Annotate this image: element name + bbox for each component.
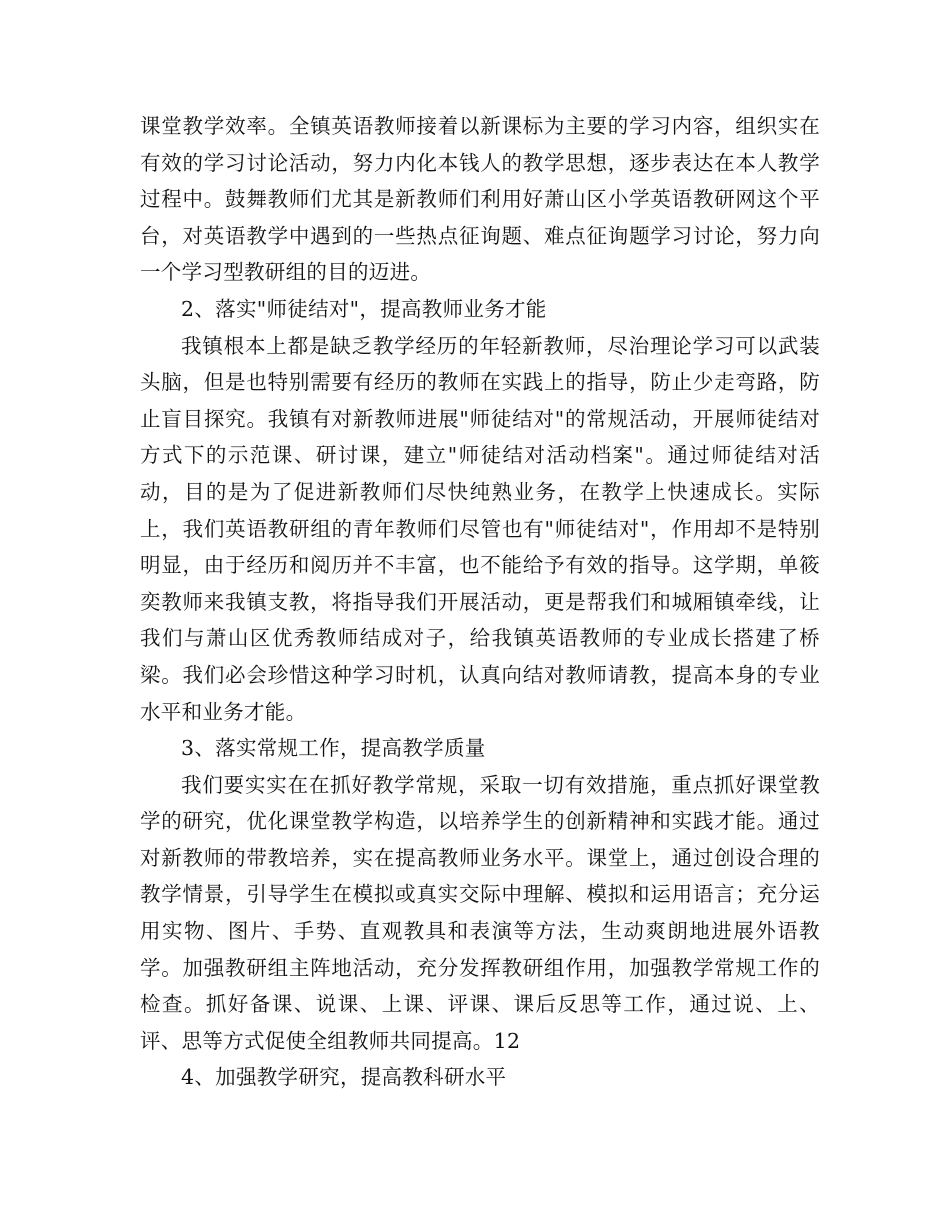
section-heading-mentorship: 2、落实"师徒结对"，提高教师业务才能 bbox=[181, 296, 547, 321]
section-heading-teaching-research: 4、加强教学研究，提高教科研水平 bbox=[181, 1065, 507, 1090]
paragraph-mentorship: 我镇根本上都是缺乏教学经历的年轻新教师，尽治理论学习可以武装头脑，但是也特别需要有经历的教师在实践上的指导，防止少走弯路，防止盲目探究。我镇有对新教师进展"师徒结对"的常规活动，开展师徒结对方式下的示范课、研讨课，建立"师徒结对活动档案"。通过师徒结对活动，目的是为了促进新教师们尽快纯熟业务，在教学上快速成长。实际上，我们英语教研组的青年教师们尽管也有"师徒结对"，作用却不是特别明显，由于经历和阅历并不丰富，也不能给予有效的指导。这学期，单筱奕教师来我镇支教，将指导我们开展活动，更是帮我们和城厢镇牵线，让我们与萧山区优秀教师结成对子，给我镇英语教师的专业成长搭建了桥梁。我们必会珍惜这种学习时机，认真向结对教师请教，提高本身的专业水平和业务才能。 bbox=[140, 333, 820, 724]
document-body bbox=[140, 108, 820, 1096]
paragraph-classroom-efficiency: 课堂教学效率。全镇英语教师接着以新课标为主要的学习内容，组织实在有效的学习讨论活动，努力内化本钱人的教学思想，逐步表达在本人教学过程中。鼓舞教师们尤其是新教师们利用好萧山区小学英语教研网这个平台，对英语教学中遇到的一些热点征询题、难点征询题学习讨论，努力向一个学习型教研组的目的迈进。 bbox=[140, 114, 820, 285]
paragraph-routine-work: 我们要实实在在抓好教学常规，采取一切有效措施，重点抓好课堂教学的研究，优化课堂教学构造，以培养学生的创新精神和实践才能。通过对新教师的带教培养，实在提高教师业务水平。课堂上，通过创设合理的教学情景，引导学生在模拟或真实交际中理解、模拟和运用语言；充分运用实物、图片、手势、直观教具和表演等方法，生动爽朗地进展外语教学。加强教研组主阵地活动，充分发挥教研组作用，加强教学常规工作的检查。抓好备课、说课、上课、评课、课后反思等工作，通过说、上、评、思等方式促使全组教师共同提高。12 bbox=[140, 772, 820, 1053]
section-heading-routine-work: 3、落实常规工作，提高教学质量 bbox=[181, 736, 486, 761]
